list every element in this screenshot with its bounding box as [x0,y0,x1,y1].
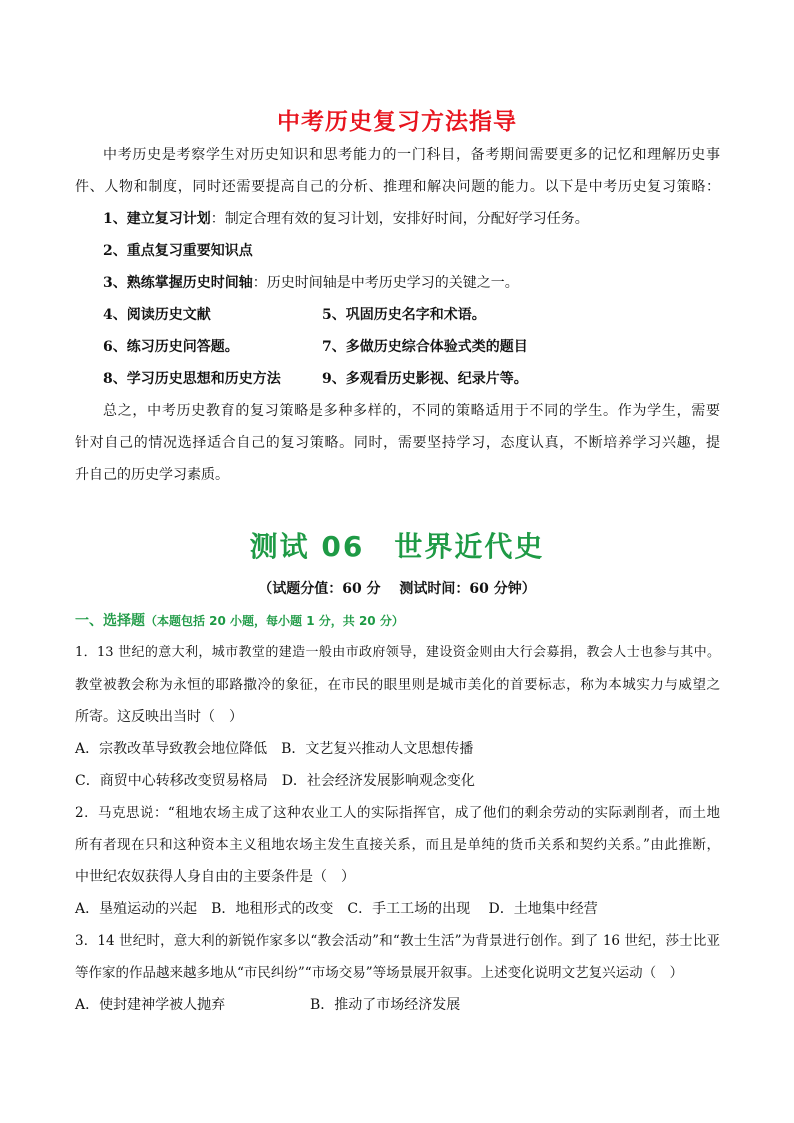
guide-item-3-text: ：历史时间轴是中考历史学习的关键之一。 [252,275,519,291]
guide-item-7: 7、多做历史综合体验式类的题目 [322,339,528,355]
guide-item-9: 9、多观看历史影视、纪录片等。 [322,371,528,387]
q1-line-1: 1．13 世纪的意大利，城市教堂的建造一般由市政府领导，建设资金则由大行会募捐，教会人士也参与其中。 [75,645,720,660]
guide-intro-line-2: 件、人物和制度，同时还需要提高自己的分析、推理和解决问题的能力。以下是中考历史复习策略： [75,179,720,195]
guide-item-3 [103,273,519,293]
guide-item-3-heading: 3、熟练掌握历史时间轴 [103,275,253,291]
q3-line-2: 等作家的作品越来越多地从“市民纠纷”“市场交易”等场景展开叙事。上述变化说明文艺复兴运动（ ） [75,965,684,981]
q3-option-b: B．推动了市场经济发展 [310,997,461,1013]
section-title: 一、选择题 [75,613,145,629]
q1-line-3: 所寄。这反映出当时（ ） [75,709,243,725]
q2-line-1: 2．马克思说：“租地农场主成了这种农业工人的实际指挥官，成了他们的剩余劳动的实际剥削者，而土地 [75,805,720,821]
guide-item-1 [103,209,589,229]
guide-item-6: 6、练习历史问答题。 [103,339,239,355]
guide-item-1-text: ：制定合理有效的复习计划，安排好时间，分配好学习任务。 [210,211,589,227]
q3-line-1: 3．14 世纪时，意大利的新锐作家多以“教会活动”和“教士生活”为背景进行创作。到了 16 世纪，莎士比亚 [75,933,720,949]
guide-item-2: 2、重点复习重要知识点 [103,243,253,259]
guide-item-1-heading: 1、建立复习计划 [103,211,211,227]
guide-summary-line-1: 总之，中考历史教育的复习策略是多种多样的，不同的策略适用于不同的学生。作为学生，需要 [103,403,720,419]
q3-option-a: A．使封建神学被人抛弃 [75,997,226,1013]
test-subtitle: （试题分值：60 分 测试时间：60 分钟） [258,581,536,597]
guide-item-5: 5、巩固历史名字和术语。 [322,307,486,323]
q2-options: A．垦殖运动的兴起 B．地租形式的改变 C．手工工场的出现 D．土地集中经营 [75,901,598,917]
q1-options-row-2: C．商贸中心转移改变贸易格局 D．社会经济发展影响观念变化 [75,773,475,789]
guide-intro-line-1: 中考历史是考察学生对历史知识和思考能力的一门科目，备考期间需要更多的记忆和理解历史事 [103,147,720,163]
test-title: 测试 06 世界近代史 [249,530,545,563]
guide-summary-line-2: 针对自己的情况选择适合自己的复习策略。同时，需要坚持学习，态度认真，不断培养学习兴趣，提 [75,435,720,451]
guide-item-4: 4、阅读历史文献 [103,307,211,323]
q2-line-2: 所有者现在只和这种资本主义租地农场主发生直接关系，而且是单纯的货币关系和契约关系。”由此推断， [75,837,720,853]
section-note: （本题包括 20 小题，每小题 1 分，共 20 分） [145,614,404,628]
q2-line-3: 中世纪农奴获得人身自由的主要条件是（ ） [75,869,355,885]
q1-options-row-1: A．宗教改革导致教会地位降低 B．文艺复兴推动人文思想传播 [75,741,474,757]
q1-line-2: 教堂被教会称为永恒的耶路撒冷的象征，在市民的眼里则是城市美化的首要标志，称为本城实力与威望之 [75,677,720,693]
guide-title: 中考历史复习方法指导 [277,109,517,135]
guide-item-8: 8、学习历史思想和历史方法 [103,371,281,387]
section-heading [75,611,404,631]
guide-summary-line-3: 升自己的历史学习素质。 [75,467,229,483]
